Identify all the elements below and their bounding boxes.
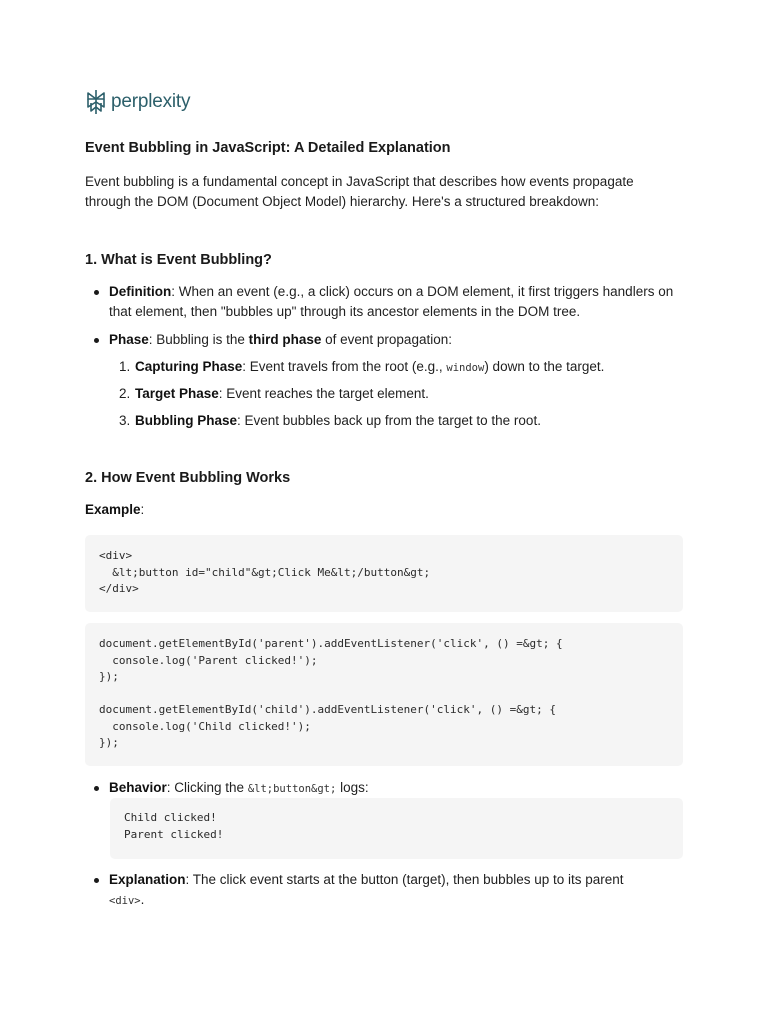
page-title: Event Bubbling in JavaScript: A Detailed Explanation xyxy=(85,140,451,156)
definition-list xyxy=(85,282,683,350)
list-item-bubbling-phase xyxy=(119,411,604,438)
section-heading-what-is: 1. What is Event Bubbling? xyxy=(85,252,272,268)
phase-emphasis: third phase xyxy=(248,332,322,347)
behavior-term: Behavior xyxy=(109,780,167,795)
code-block-output[interactable]: Child clicked! Parent clicked! xyxy=(110,798,683,859)
logo-wordmark: perplexity xyxy=(111,91,191,112)
list-item-definition xyxy=(109,282,683,322)
phase-description: : Event bubbles back up from the target to the root. xyxy=(237,413,541,428)
phase-description: : Event travels from the root (e.g., xyxy=(242,359,447,374)
explanation-list xyxy=(85,870,683,911)
behavior-text: : Clicking the xyxy=(166,780,248,795)
list-item-phase xyxy=(109,330,683,350)
explanation-end: . xyxy=(140,892,145,907)
inline-code: window xyxy=(446,362,485,374)
list-number: 2. xyxy=(119,386,131,401)
example-term: Example xyxy=(85,502,141,517)
phases-list xyxy=(109,357,604,438)
phase-name: Bubbling Phase xyxy=(135,413,238,428)
phase-name: Target Phase xyxy=(135,386,219,401)
example-colon: : xyxy=(140,502,145,517)
list-number: 1. xyxy=(119,359,131,374)
section-heading-how-it-works: 2. How Event Bubbling Works xyxy=(85,470,291,486)
list-item-capturing-phase xyxy=(119,357,605,384)
definition-text: : When an event (e.g., a click) occurs on a DOM element, it first triggers handlers on that element, then "bubbles up" through its ancestor elements in the DOM tree. xyxy=(109,284,674,319)
inline-code: <div> xyxy=(109,895,141,907)
behavior-text-end: logs: xyxy=(336,780,369,795)
definition-term: Definition xyxy=(109,284,172,299)
explanation-term: Explanation xyxy=(109,872,186,887)
list-item-behavior xyxy=(109,778,683,799)
phase-text-end: of event propagation: xyxy=(321,332,452,347)
phase-name: Capturing Phase xyxy=(135,359,243,374)
behavior-list xyxy=(85,778,683,799)
list-item-target-phase xyxy=(119,384,604,411)
list-item-explanation xyxy=(109,870,683,911)
list-number: 3. xyxy=(119,413,131,428)
intro-paragraph: Event bubbling is a fundamental concept in JavaScript that describes how events propagate through the DOM (Document Object Model) hierarchy. Here's a structured breakdown: xyxy=(85,174,634,209)
inline-code: &lt;button&gt; xyxy=(247,783,337,795)
perplexity-logo xyxy=(85,89,190,115)
phase-description-end: ) down to the target. xyxy=(484,359,605,374)
phase-term: Phase xyxy=(109,332,149,347)
example-label xyxy=(85,502,144,517)
perplexity-logo-icon xyxy=(85,89,107,115)
phase-text: : Bubbling is the xyxy=(148,332,249,347)
phase-description: : Event reaches the target element. xyxy=(218,386,429,401)
explanation-text: : The click event starts at the button (target), then bubbles up to its parent xyxy=(185,872,624,887)
code-block-js[interactable]: document.getElementById('parent').addEventListener('click', () =&gt; { console.log('Parent clicked!'); }); document.getElementById('child').addEventListener('click', () =&gt; { console.log('Child clicked!'); }); xyxy=(85,623,683,766)
code-block-html[interactable]: <div> &lt;button id="child"&gt;Click Me&lt;/button&gt; </div> xyxy=(85,535,683,612)
